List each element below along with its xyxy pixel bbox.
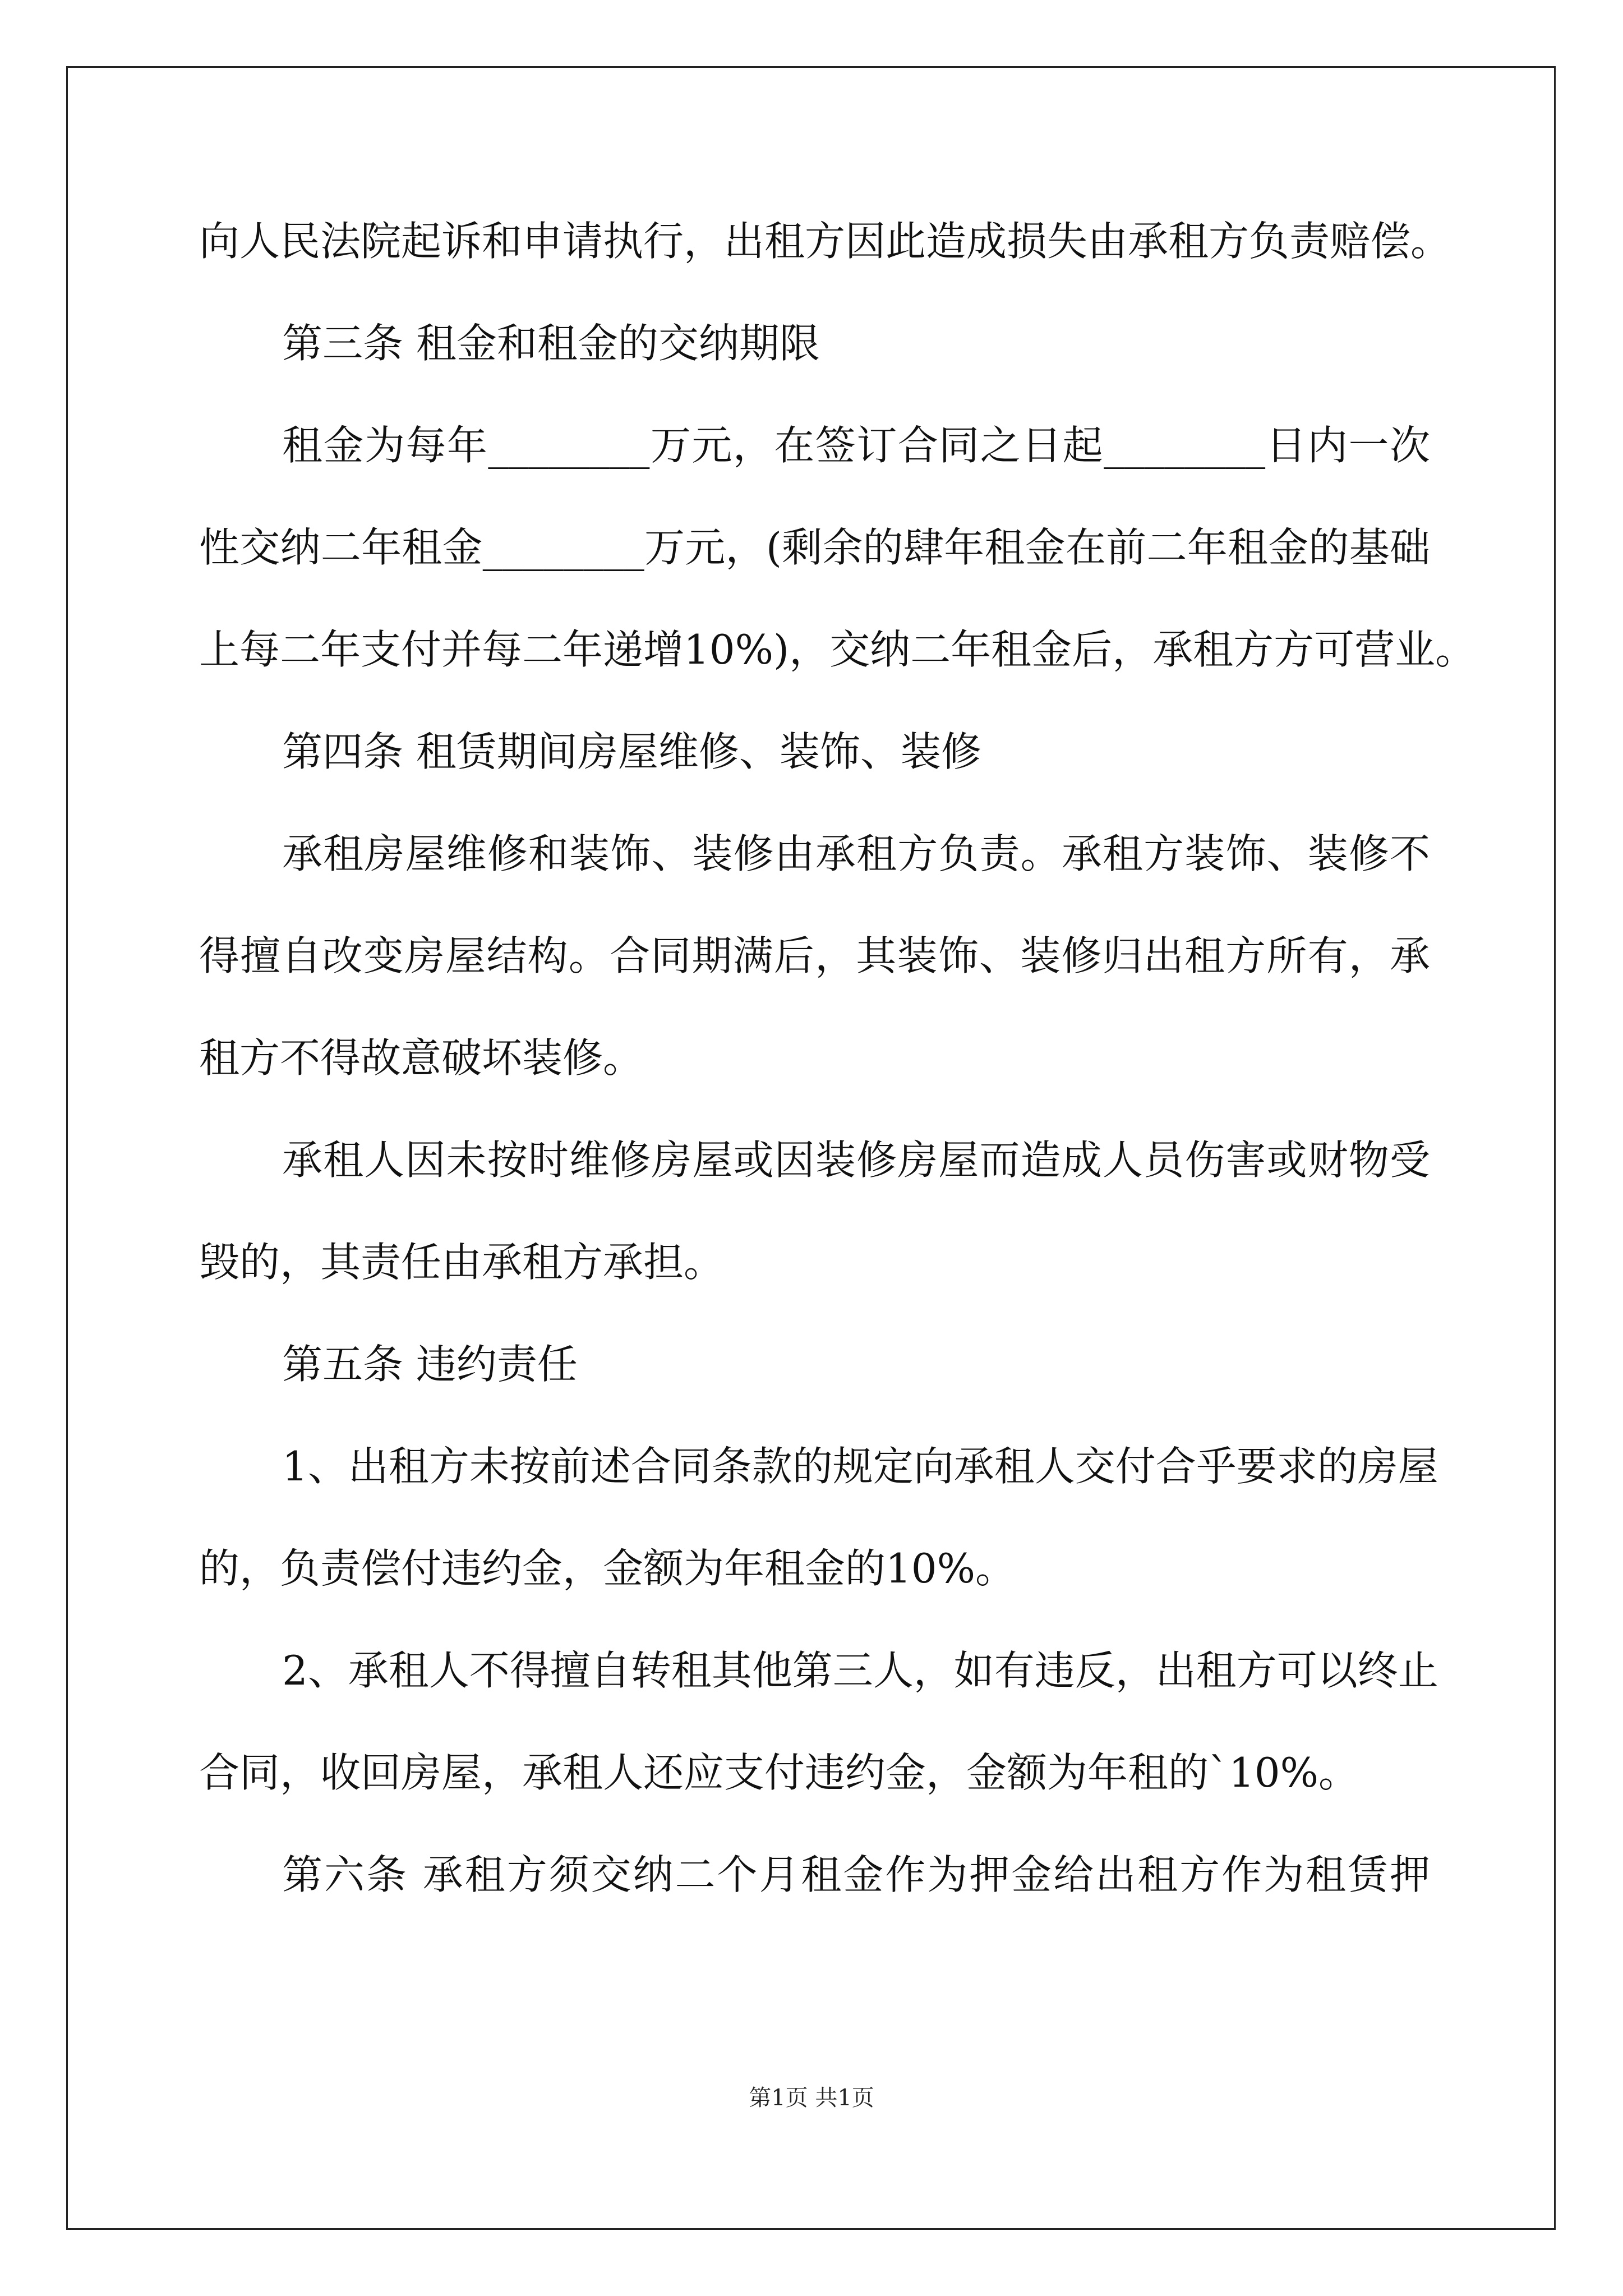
page-number: 第1页 共1页	[749, 2085, 874, 2111]
article-5-heading: 第五条 违约责任	[282, 1341, 578, 1388]
text-line-16: 合同，收回房屋，承租人还应支付违约金，金额为年租的`10%。	[199, 1749, 1359, 1796]
text-line-9: 租方不得故意破坏装修。	[199, 1034, 644, 1082]
text-line-13: 1、出租方未按前述合同条款的规定向承租人交付合乎要求的房屋	[282, 1443, 1438, 1490]
text-line-4: 性交纳二年租金________万元，(剩余的肆年租金在前二年租金的基础	[199, 524, 1430, 571]
text-line-11: 毁的，其责任由承租方承担。	[199, 1239, 725, 1286]
text-line-5: 上每二年支付并每二年递增10%)，交纳二年租金后，承租方方可营业。	[199, 626, 1476, 673]
text-line-3: 租金为每年________万元，在签订合同之日起________日内一次	[282, 422, 1430, 469]
article-6-heading: 第六条 承租方须交纳二个月租金作为押金给出租方作为租赁押	[282, 1851, 1430, 1898]
article-3-heading: 第三条 租金和租金的交纳期限	[282, 320, 820, 367]
text-line-10: 承租人因未按时维修房屋或因装修房屋而造成人员伤害或财物受	[282, 1137, 1430, 1184]
text-line-8: 得擅自改变房屋结构。合同期满后，其装饰、装修归出租方所有，承	[199, 932, 1430, 979]
text-line-14: 的，负责偿付违约金，金额为年租金的10%。	[199, 1545, 1016, 1592]
text-line-15: 2、承租人不得擅自转租其他第三人，如有违反，出租方可以终止	[282, 1647, 1438, 1694]
text-line-1: 向人民法院起诉和申请执行，出租方因此造成损失由承租方负责赔偿。	[199, 218, 1451, 265]
article-4-heading: 第四条 租赁期间房屋维修、装饰、装修	[282, 728, 981, 775]
text-line-7: 承租房屋维修和装饰、装修由承租方负责。承租方装饰、装修不	[282, 830, 1430, 877]
